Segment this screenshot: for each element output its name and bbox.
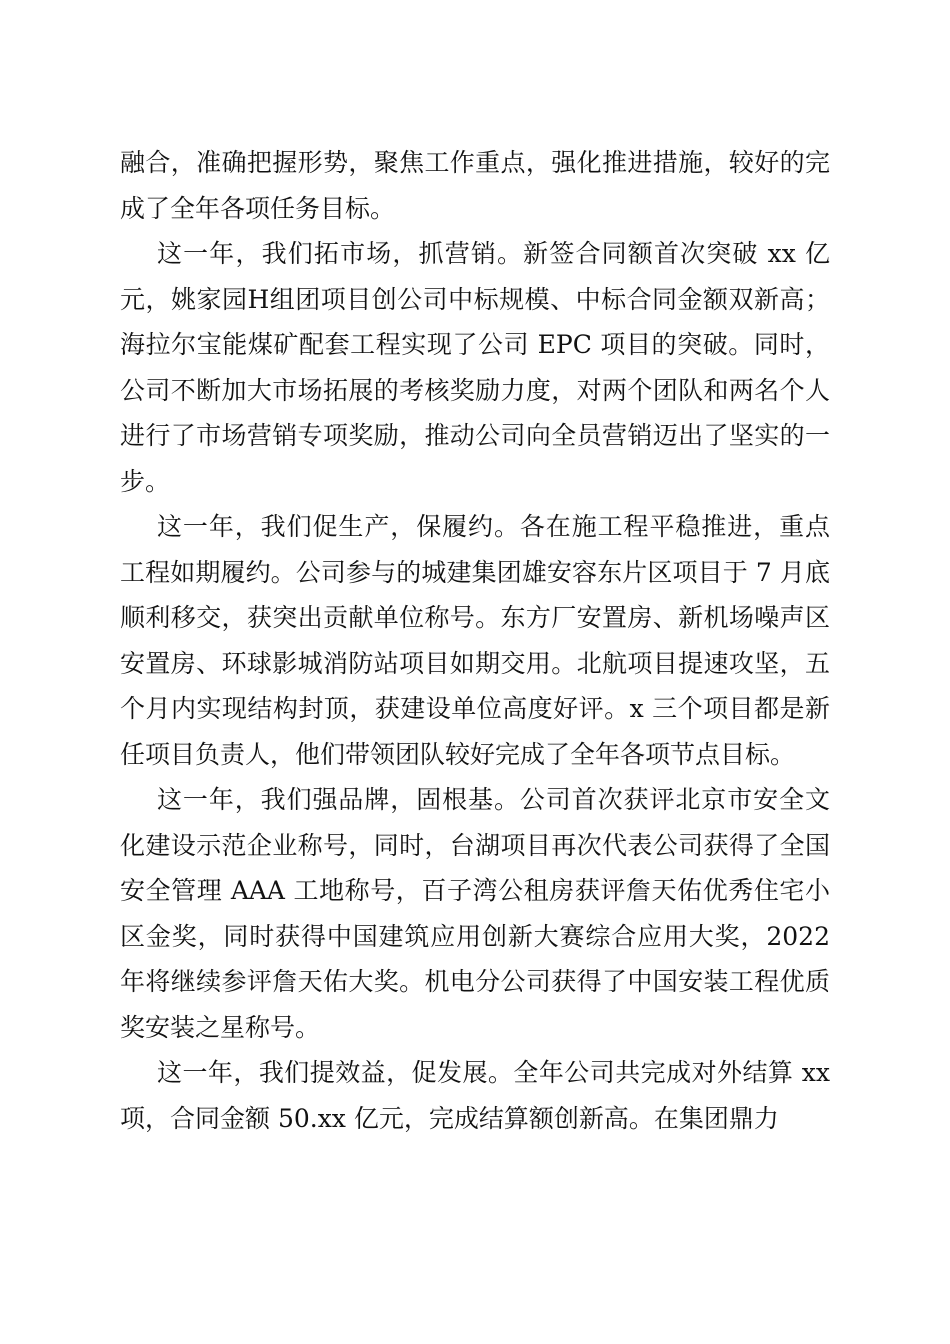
paragraph-efficiency: 这一年，我们提效益，促发展。全年公司共完成对外结算 xx 项，合同金额 50.xx 亿元，完成结算额创新高。在集团鼎力	[120, 1058, 830, 1133]
document-body	[120, 140, 830, 1141]
paragraph-market: 这一年，我们拓市场，抓营销。新签合同额首次突破 xx 亿元，姚家园H组团项目创公司中标规模、中标合同金额双新高；海拉尔宝能煤矿配套工程实现了公司 EPC 项目的突破。同时，公司不断加大市场拓展的考核奖励力度，对两个团队和两名个人进行了市场营销专项奖励，推动公司向全员营销迈出了坚实的一步。	[120, 239, 830, 496]
paragraph-brand: 这一年，我们强品牌，固根基。公司首次获评北京市安全文化建设示范企业称号，同时，台湖项目再次代表公司获得了全国安全管理 AAA 工地称号，百子湾公租房获评詹天佑优秀住宅小区金奖，同时获得中国建筑应用创新大赛综合应用大奖，2022 年将继续参评詹天佑大奖。机电分公司获得了中国安装工程优质奖安装之星称号。	[120, 785, 830, 1042]
paragraph-continuation: 融合，准确把握形势，聚焦工作重点，强化推进措施，较好的完成了全年各项任务目标。	[120, 148, 830, 223]
paragraph-production: 这一年，我们促生产，保履约。各在施工程平稳推进，重点工程如期履约。公司参与的城建集团雄安容东片区项目于 7 月底顺利移交，获突出贡献单位称号。东方厂安置房、新机场噪声区安置房、环球影城消防站项目如期交用。北航项目提速攻坚，五个月内实现结构封顶，获建设单位高度好评。x 三个项目都是新任项目负责人，他们带领团队较好完成了全年各项节点目标。	[120, 512, 830, 769]
